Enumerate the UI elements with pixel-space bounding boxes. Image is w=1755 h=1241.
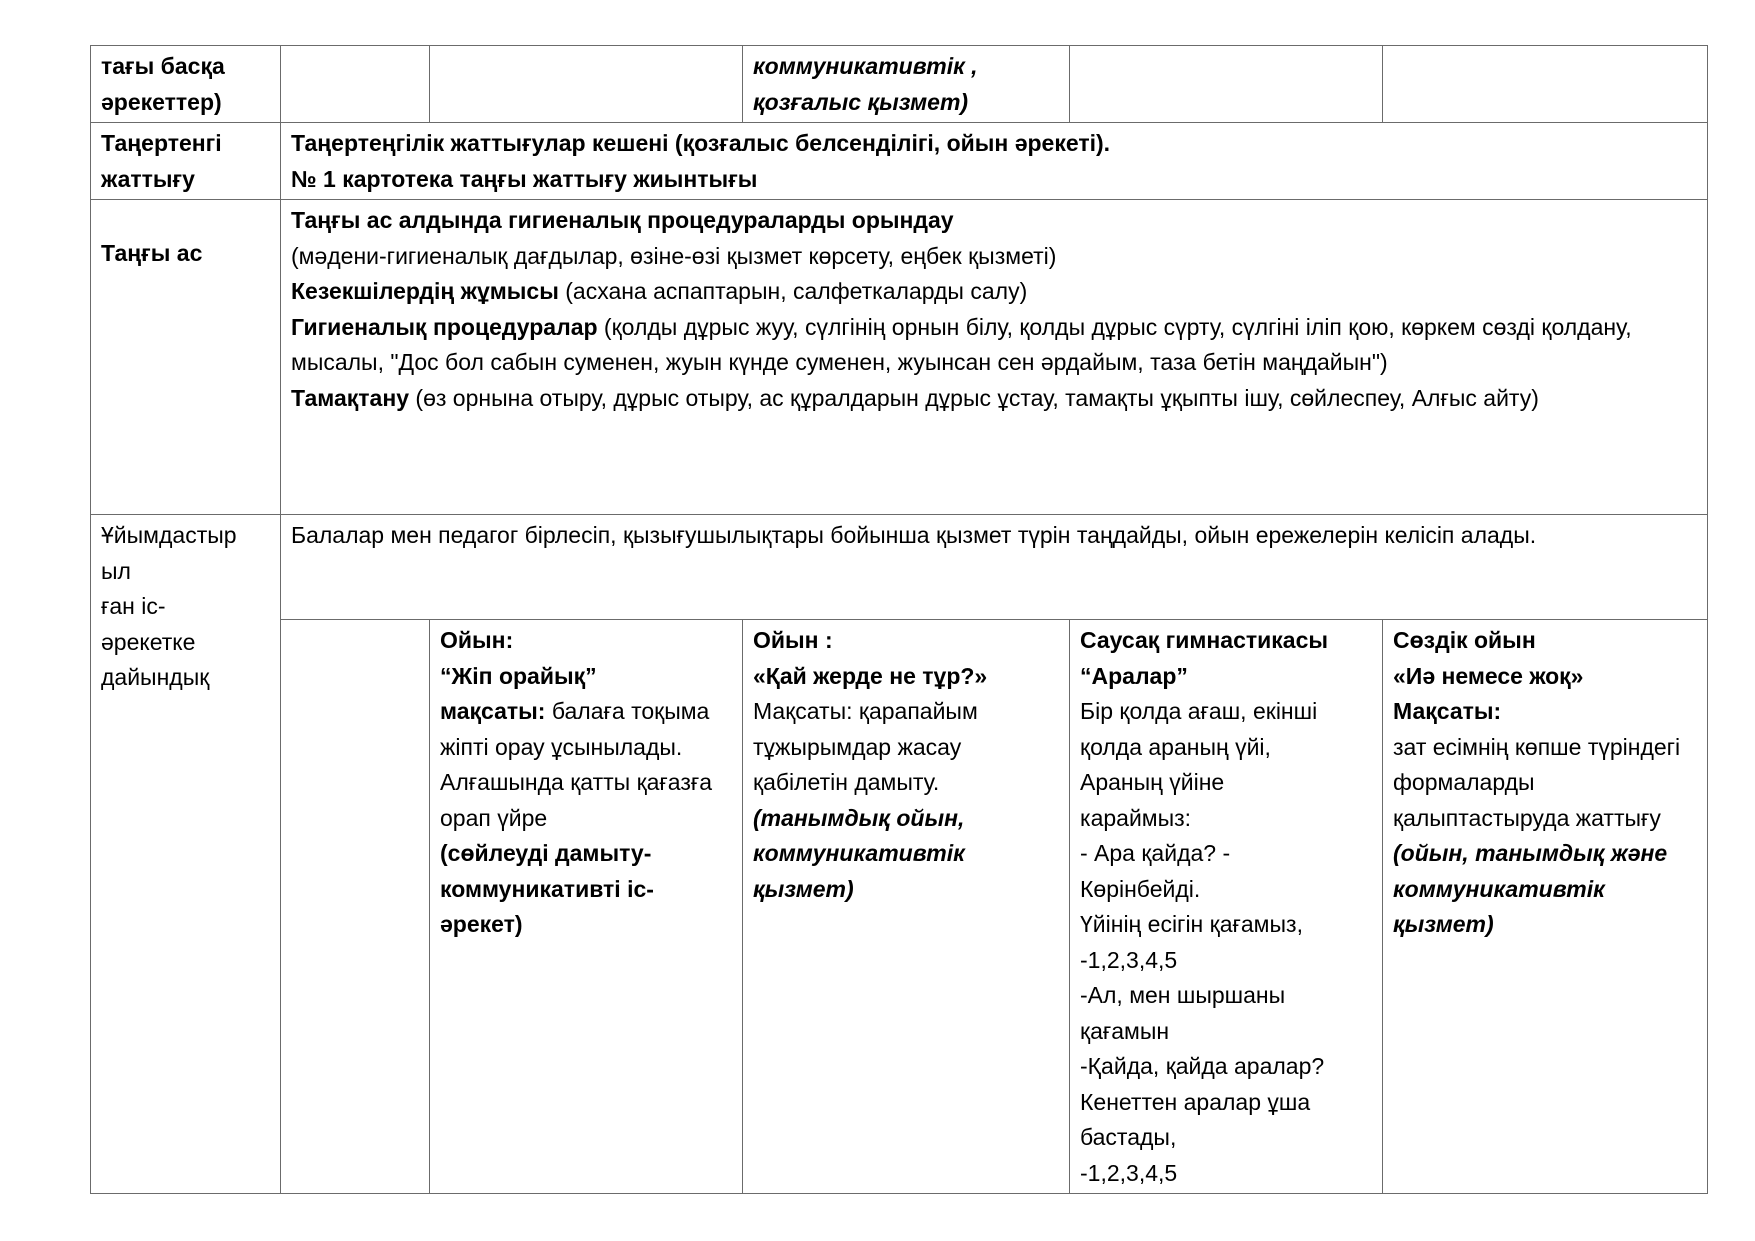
empty-cell xyxy=(281,46,430,123)
row-label-organized-activity-prep: Ұйымдастыр ыл ған іс- әрекетке дайындық xyxy=(91,515,281,1194)
table-row xyxy=(91,200,1708,515)
game-thread-cell: Ойын: “Жіп орайық” мақсаты: балаға тоқыма жіпті орау ұсынылады. Алғашында қатты қағазға орап үйре (сөйлеуді дамыту-коммуникативті іс-әрекет) xyxy=(430,620,743,1194)
morning-exercise-content: Таңертеңгілік жаттығулар кешені (қозғалыс белсенділігі, ойын әрекеті). № 1 картотека таңғы жаттығу жиынтығы xyxy=(281,123,1708,200)
organized-activity-intro: Балалар мен педагог бірлесіп, қызығушылықтары бойынша қызмет түрін таңдайды, ойын ережелерін келісіп алады. xyxy=(281,515,1708,620)
empty-cell xyxy=(430,46,743,123)
row-label-breakfast: Таңғы ас xyxy=(91,200,281,515)
breakfast-subheading: (мәдени-гигиеналық дағдылар, өзіне-өзі қызмет көрсету, еңбек қызметі) xyxy=(291,242,1057,269)
finger-gymnastics-cell: Саусақ гимнастикасы “Аралар” Бір қолда ағаш, екінші қолда араның үйі, Араның үйіне караймыз: - Ара қайда? - Көрінбейді. Үйінің есігін қағамыз, -1,2,3,4,5 -Ал, мен шыршаны қағамын -Қайда, қайда аралар? Кенеттен аралар ұша бастады, -1,2,3,4,5 xyxy=(1070,620,1383,1194)
table-row xyxy=(91,620,1708,1194)
document-page xyxy=(90,45,1707,1194)
row-label-other-activities: тағы басқа әрекеттер) xyxy=(91,46,281,123)
hygiene-paragraph: Гигиеналық процедуралар (қолды дұрыс жуу, сүлгінің орнын білу, қолды дұрыс сүрту, сүлгіні іліп қою, көркем сөзді қолдану, мысалы, "Дос бол сабын суменен, жуын күнде суменен, жуынсан сен әрдайым, таза бетін маңдайын") xyxy=(291,313,1632,375)
empty-cell xyxy=(281,620,430,1194)
word-game-cell: Сөздік ойын «Иә немесе жоқ» Мақсаты: зат есімнің көпше түріндегі формаларды қалыптастыруда жаттығу (ойын, танымдық және коммуникативтік қызмет) xyxy=(1383,620,1708,1194)
table-row xyxy=(91,515,1708,620)
schedule-table xyxy=(90,45,1708,1194)
table-row xyxy=(91,123,1708,200)
eating-paragraph: Тамақтану (өз орнына отыру, дұрыс отыру, ас құралдарын дұрыс ұстау, тамақты ұқыпты ішу, сөйлеспеу, Алғыс айту) xyxy=(291,384,1539,411)
breakfast-heading: Таңғы ас алдында гигиеналық процедураларды орындау xyxy=(291,207,954,233)
activity-note-cell: коммуникативтік , қозғалыс қызмет) xyxy=(743,46,1070,123)
row-label-morning-exercise: Таңертенгі жаттығу xyxy=(91,123,281,200)
game-where-cell: Ойын : «Қай жерде не тұр?» Мақсаты: қарапайым тұжырымдар жасау қабілетін дамыту. (танымдық ойын, коммуникативтік қызмет) xyxy=(743,620,1070,1194)
empty-cell xyxy=(1070,46,1383,123)
table-row xyxy=(91,46,1708,123)
empty-cell xyxy=(1383,46,1708,123)
duty-paragraph: Кезекшілердің жұмысы (асхана аспаптарын, салфеткаларды салу) xyxy=(291,278,1028,304)
breakfast-content xyxy=(281,200,1708,515)
